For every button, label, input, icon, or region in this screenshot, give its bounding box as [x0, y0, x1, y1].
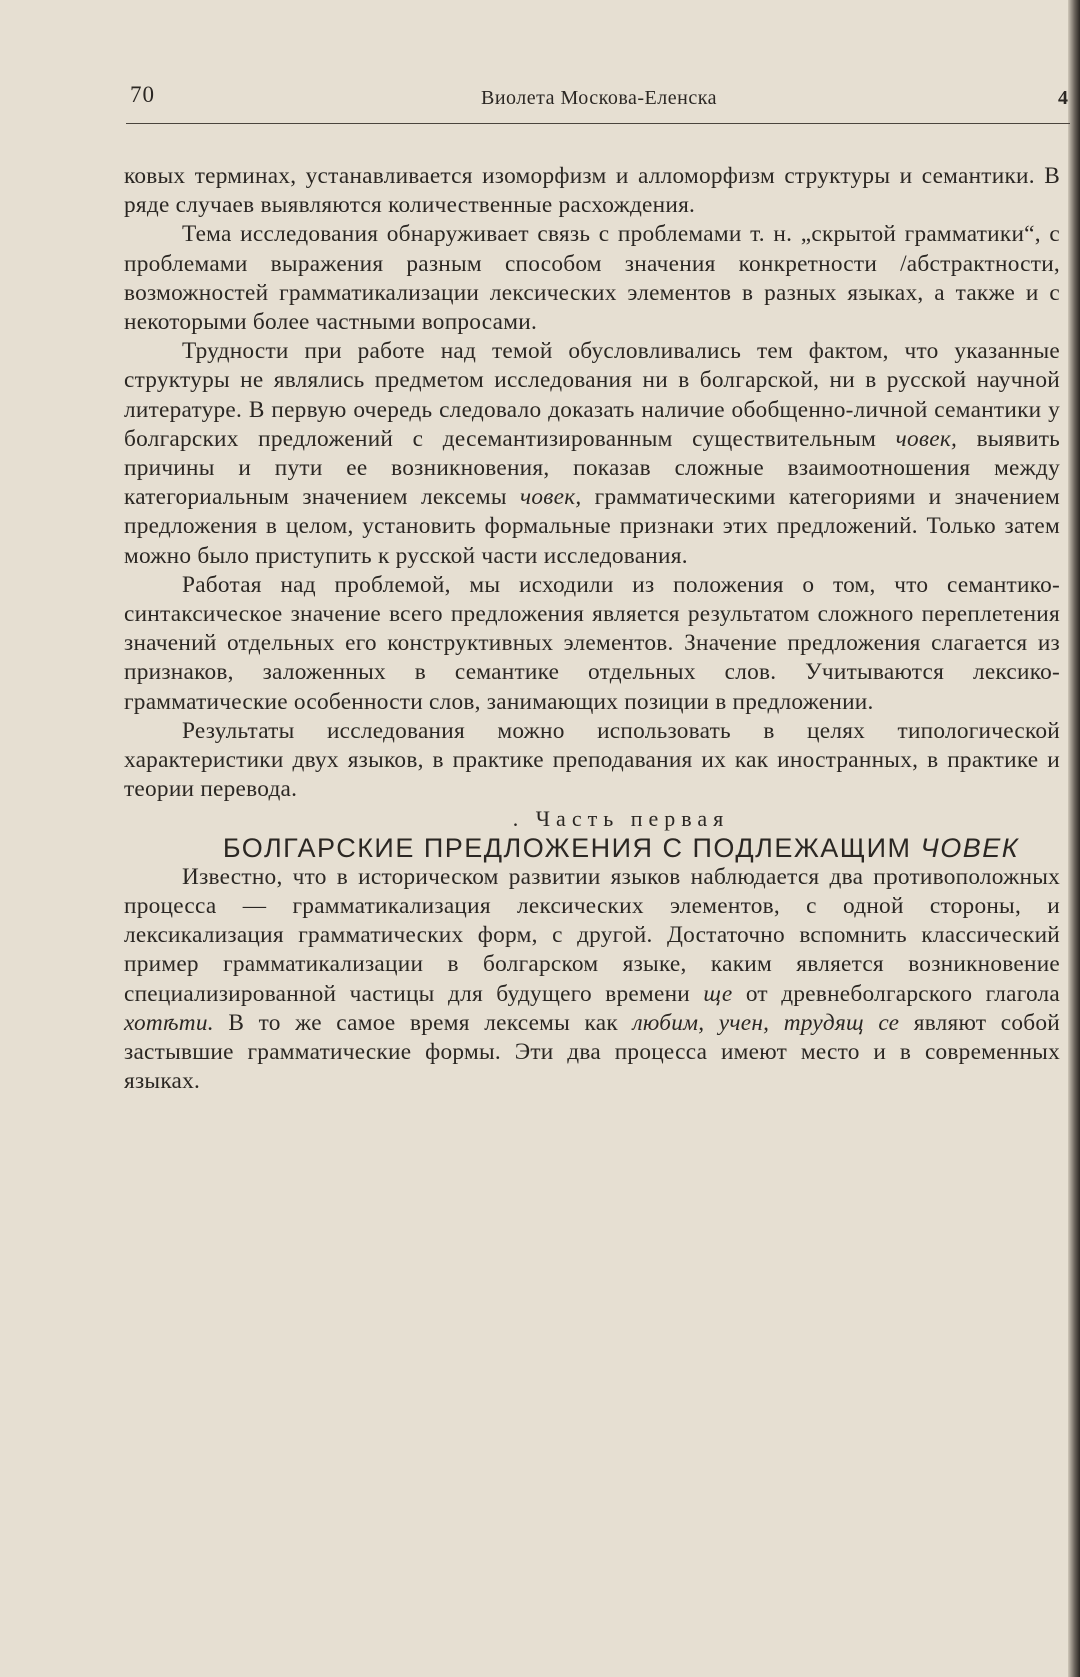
paragraph-6-text-c: В то же самое время лексемы как [213, 1009, 633, 1036]
corner-mark: 4 [1058, 87, 1068, 109]
paragraph-3-text-c: грамматическими категориями и значением предложения в целом, установить формальные признаки этих предложений. Только затем можно было приступить к русской части исследования. [124, 484, 1061, 569]
paragraph-6 [124, 863, 1060, 1097]
page-header [130, 82, 1068, 118]
header-rule [126, 123, 1070, 124]
term-shte: ще [703, 980, 733, 1007]
body-text [124, 162, 1060, 1097]
chapter-title-italic: ЧОВЕК [920, 832, 1020, 863]
paragraph-3 [124, 337, 1060, 571]
chapter-title-text: БОЛГАРСКИЕ ПРЕДЛОЖЕНИЯ С ПОДЛЕЖАЩИМ [222, 832, 912, 863]
term-hoteti: хотѣти. [124, 1009, 214, 1036]
page-edge-shadow [1068, 0, 1080, 1677]
paragraph-2: Тема исследования обнаруживает связь с проблемами т. н. „скрытой грамматики“, с проблемами выражения разным способом значения конкретности /абстрактности, возможностей грамматикализации лексических элементов в разных языках, а также и с некоторыми более частными вопросами. [124, 221, 1060, 336]
term-chovek-1: човек, [895, 425, 958, 452]
paragraph-1: ковых терминах, устанавливается изоморфизм и алломорфизм структуры и семантики. В ряде случаев выявляются количественные расхождения. [124, 163, 1060, 219]
paragraph-6-text-d: являют собой застывшие грамматические формы. Эти два процесса имеют место и в современных языках. [124, 1009, 1060, 1095]
part-title: . Часть первая [512, 806, 730, 832]
paragraph-4: Работая над проблемой, мы исходили из положения о том, что семантико-синтаксическое значение всего предложения является результатом сложного переплетения значений отдельных его конструктивных элементов. Значение предложения слагается из признаков, заложенных в семантике отдельных слов. Учитываются лексико-грамматические особенности слов, занимающих позиции в предложении. [124, 571, 1060, 715]
term-chovek-2: човек, [519, 484, 582, 511]
paragraph-6-text-a: Известно, что в историческом развитии языков наблюдается два противоположных процесса — грамматикализация лексических элементов, с одной стороны, и лексикализация грамматических форм, с другой. Достаточно вспомнить классический пример грамматикализации в болгарском языке, каким является возникновение специализированной частицы для будущего времени [124, 863, 1060, 1007]
page-number: 70 [130, 82, 155, 107]
paragraph-6-text-b: от древнеболгарского глагола [732, 980, 1060, 1007]
chapter-title [124, 834, 1060, 863]
term-lexemes: любим, учен, трудящ се [632, 1009, 900, 1036]
paragraph-3-text-b: выявить причины и пути ее возникновения, показав сложные взаимоотношения между категориальным значением лексемы [124, 425, 1060, 511]
running-title: Виолета Москова-Еленска [480, 87, 718, 109]
paragraph-5: Результаты исследования можно использовать в целях типологической характеристики двух языков, в практике преподавания их как иностранных, в практике и теории перевода. [124, 717, 1060, 803]
paragraph-3-text-a: Трудности при работе над темой обусловливались тем фактом, что указанные структуры не являлись предметом исследования ни в болгарской, ни в русской научной литературе. В первую очередь следовало доказать наличие обобщенно-личной семантики у болгарских предложений с десемантизированным существительным [124, 338, 1060, 452]
